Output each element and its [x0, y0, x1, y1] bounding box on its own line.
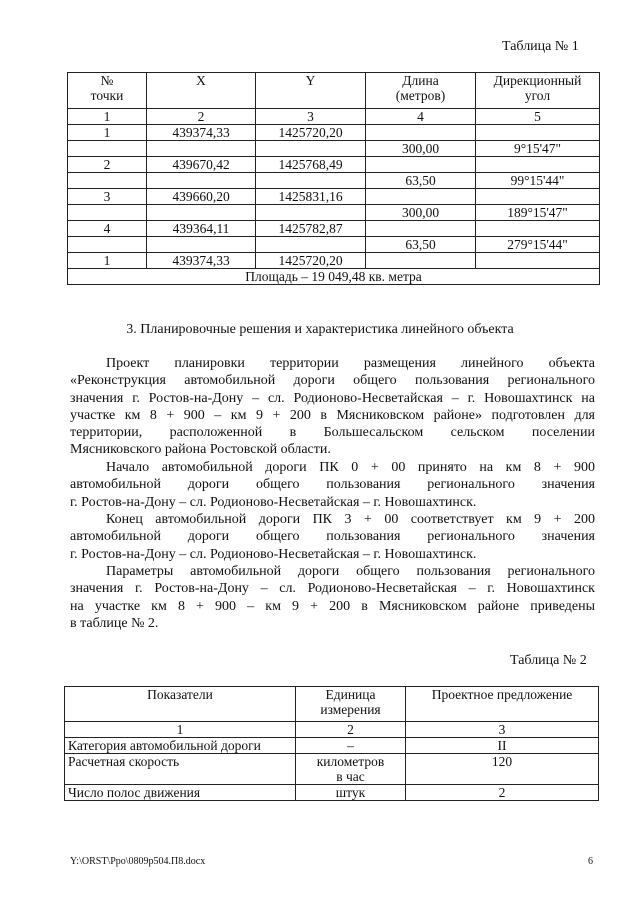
point-x: 439374,33: [147, 125, 256, 141]
text-line: «Реконструкция автомобильной дороги общего пользования регионального: [70, 373, 595, 389]
header-angle: Дирекционный угол: [476, 73, 600, 109]
segment-length: 300,00: [366, 205, 476, 221]
point-number: 2: [68, 157, 147, 173]
header-indicator: Показатели: [65, 687, 296, 722]
col-number: 5: [476, 109, 600, 125]
segment-angle: 99°15'44": [476, 173, 600, 189]
point-y: 1425720,20: [256, 125, 366, 141]
table-row: [68, 189, 600, 205]
col-number: 3: [256, 109, 366, 125]
header-x: X: [147, 73, 256, 109]
segment-length: 300,00: [366, 141, 476, 157]
table-row: [68, 157, 600, 173]
segment-length: 63,50: [366, 173, 476, 189]
table-row: [68, 221, 600, 237]
col-number: 4: [366, 109, 476, 125]
point-number: 3: [68, 189, 147, 205]
parameter-name: Расчетная скорость: [65, 754, 296, 785]
text-line: территории, расположенной в Большесальском сельском поселении: [70, 425, 595, 441]
table-row: [68, 237, 600, 253]
text-line: автомобильной дороги общего пользования регионального значения: [70, 529, 595, 545]
header-length: Длина (метров): [366, 73, 476, 109]
parameter-value: II: [406, 738, 599, 754]
col-number: 2: [296, 722, 406, 738]
col-number: 1: [65, 722, 296, 738]
text-line: значения г. Ростов-на-Дону – сл. Родионово-Несветайская – г. Новошахтинск на: [70, 390, 595, 406]
header-point: № точки: [68, 73, 147, 109]
table-row: [68, 141, 600, 157]
table-row: [65, 754, 599, 785]
text-line: значения г. Ростов-на-Дону – сл. Родионово-Несветайская – г. Новошахтинск: [70, 581, 595, 597]
segment-length: 63,50: [366, 237, 476, 253]
paragraph-4: [70, 563, 595, 632]
point-y: 1425831,16: [256, 189, 366, 205]
section-heading: 3. Планировочные решения и характеристика линейного объекта: [126, 322, 514, 337]
point-y: 1425768,49: [256, 157, 366, 173]
table-row: [65, 785, 599, 801]
parameter-unit: –: [296, 738, 406, 754]
point-y: 1425782,87: [256, 221, 366, 237]
table-row: [68, 253, 600, 269]
text-line: г. Ростов-на-Дону – сл. Родионово-Несветайская – г. Новошахтинск.: [70, 546, 477, 562]
paragraph-1: [70, 355, 595, 459]
parameter-value: 2: [406, 785, 599, 801]
text-line: Начало автомобильной дороги ПК 0 + 00 принято на км 8 + 900: [106, 460, 595, 475]
segment-angle: 279°15'44": [476, 237, 600, 253]
parameter-unit: километров в час: [296, 754, 406, 785]
text-line: Проект планировки территории размещения линейного объекта: [106, 356, 595, 371]
text-line: в таблице № 2.: [70, 615, 159, 631]
table-row: [65, 738, 599, 754]
text-line: Мясниковского района Ростовской области.: [70, 442, 331, 458]
table2-caption: Таблица № 2: [510, 653, 587, 668]
point-y: 1425720,20: [256, 253, 366, 269]
text-line: г. Ростов-на-Дону – сл. Родионово-Несветайская – г. Новошахтинск.: [70, 494, 477, 510]
table-row: [68, 173, 600, 189]
coordinates-table: [67, 72, 600, 285]
parameters-table: [64, 686, 599, 801]
point-number: 4: [68, 221, 147, 237]
point-number: 1: [68, 253, 147, 269]
col-number: 3: [406, 722, 599, 738]
point-x: 439364,11: [147, 221, 256, 237]
text-line: Конец автомобильной дороги ПК 3 + 00 соответствует км 9 + 200: [106, 512, 595, 527]
point-x: 439374,33: [147, 253, 256, 269]
page-number: 6: [588, 856, 593, 867]
segment-angle: 189°15'47": [476, 205, 600, 221]
text-line: на участке км 8 + 900 – км 9 + 200 в Мясниковском районе приведены: [70, 598, 595, 614]
table-row: [68, 125, 600, 141]
parameter-name: Категория автомобильной дороги: [65, 738, 296, 754]
text-line: автомобильной дороги общего пользования регионального значения: [70, 477, 595, 493]
header-proposal: Проектное предложение: [406, 687, 599, 722]
header-y: Y: [256, 73, 366, 109]
paragraph-2: [70, 459, 595, 511]
col-number: 1: [68, 109, 147, 125]
table-row: [68, 205, 600, 221]
point-x: 439670,42: [147, 157, 256, 173]
parameter-unit: штук: [296, 785, 406, 801]
col-number: 2: [147, 109, 256, 125]
point-x: 439660,20: [147, 189, 256, 205]
area-total: Площадь – 19 049,48 кв. метра: [68, 269, 600, 285]
text-line: Параметры автомобильной дороги общего пользования регионального: [106, 564, 595, 579]
segment-angle: 9°15'47": [476, 141, 600, 157]
footer-path: Y:\ORST\Ppo\0809p504.П8.docx: [70, 856, 206, 867]
paragraph-3: [70, 511, 595, 563]
point-number: 1: [68, 125, 147, 141]
text-line: участке км 8 + 900 – км 9 + 200 в Мясниковском районе» подготовлен для: [70, 407, 595, 423]
parameter-value: 120: [406, 754, 599, 785]
parameter-name: Число полос движения: [65, 785, 296, 801]
header-unit: Единица измерения: [296, 687, 406, 722]
table1-caption: Таблица № 1: [502, 39, 579, 54]
